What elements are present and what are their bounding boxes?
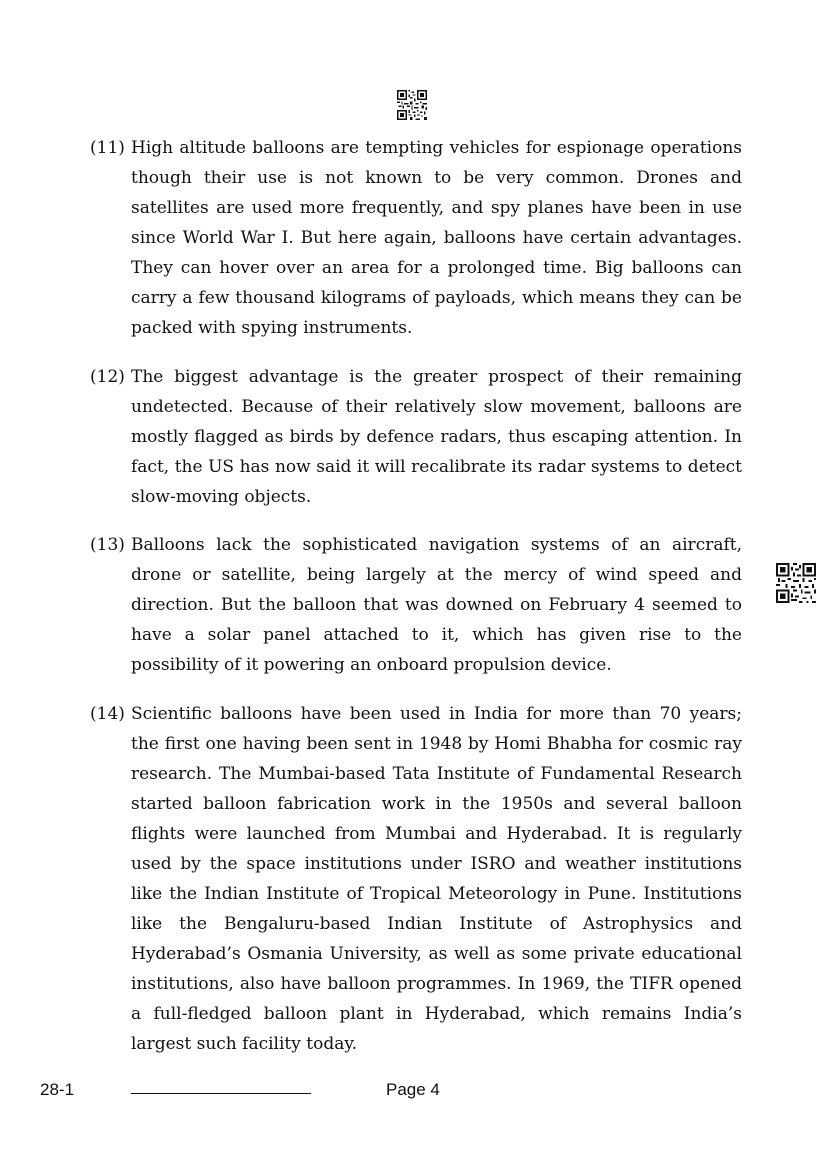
paragraph-11 [90,133,742,343]
paragraph-text: Scientific balloons have been used in India for more than 70 years; the first one having been sent in 1948 by Homi Bhabha for cosmic ray research. The Mumbai-based Tata Institute of Fundamental Research started balloon fabrication work in the 1950s and several balloon flights were launched from Mumbai and Hyderabad. It is regularly used by the space institutions under ISRO and weather institutions like the Indian Institute of Tropical Meteorology in Pune. Institutions like the Bengaluru-based Indian Institute of Astrophysics and Hyderabad’s Osmania University, as well as some private educational institutions, also have balloon programmes. In 1969, the TIFR opened a full-fledged balloon plant in Hyderabad, which remains India’s largest such facility today. [131,704,742,1054]
paragraph-number: (13) [90,535,125,555]
footer-code: 28-1 [40,1080,75,1099]
page-number: Page 4 [386,1080,440,1099]
paragraph-14 [90,699,742,1059]
paragraph-number: (12) [90,367,125,387]
qr-code-icon [397,90,427,120]
paragraph-text: Balloons lack the sophisticated navigation systems of an aircraft, drone or satellite, being largely at the mercy of wind speed and direction. But the balloon that was downed on February 4 seemed to have a solar panel attached to it, which has given rise to the possibility of it powering an onboard propulsion device. [131,535,742,675]
paragraph-12 [90,362,742,512]
footer-divider [131,1093,311,1094]
paragraph-number: (11) [90,138,125,158]
qr-code-icon [776,563,816,603]
paragraph-13 [90,530,742,680]
paragraph-text: The biggest advantage is the greater prospect of their remaining undetected. Because of their relatively slow movement, balloons are mostly flagged as birds by defence radars, thus escaping attention. In fact, the US has now said it will recalibrate its radar systems to detect slow-moving objects. [131,367,742,507]
paragraph-text: High altitude balloons are tempting vehicles for espionage operations though their use is not known to be very common. Drones and satellites are used more frequently, and spy planes have been in use since World War I. But here again, balloons have certain advantages. They can hover over an area for a prolonged time. Big balloons can carry a few thousand kilograms of payloads, which means they can be packed with spying instruments. [131,138,742,338]
paragraph-number: (14) [90,704,125,724]
